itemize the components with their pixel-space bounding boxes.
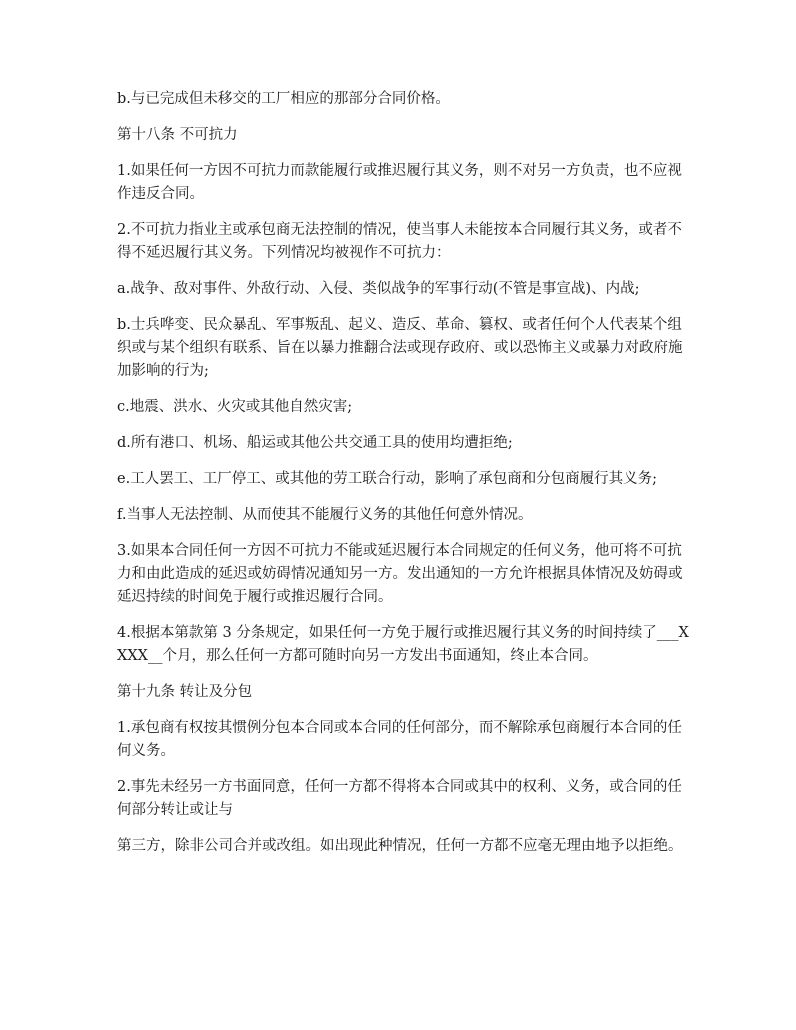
assignment-clause-2: 2.事先未经另一方书面同意，任何一方都不得将本合同或其中的权利、义务，或合同的任何部分转让或让与	[117, 779, 682, 818]
force-majeure-item-c: c.地震、洪水、火灾或其他自然灾害;	[117, 399, 353, 415]
force-majeure-clause-1: 1.如果任何一方因不可抗力而款能履行或推迟履行其义务，则不对另一方负责，也不应视作违反合同。	[117, 163, 682, 202]
force-majeure-clause-4: 4.根据本第款第 3 分条规定，如果任何一方免于履行或推迟履行其义务的时间持续了___XXXX__个月，那么任何一方都可随时向另一方发出书面通知，终止本合同。	[117, 625, 689, 664]
article-18-heading: 第十八条 不可抗力	[117, 127, 238, 143]
force-majeure-item-b: b.士兵哗变、民众暴乱、军事叛乱、起义、造反、革命、篡权、或者任何个人代表某个组织或与某个组织有联系、旨在以暴力推翻合法或现存政府、或以恐怖主义或暴力对政府施加影响的行为;	[117, 317, 683, 379]
force-majeure-item-f: f.当事人无法控制、从而使其不能履行义务的其他任何意外情况。	[117, 507, 533, 523]
force-majeure-clause-2: 2.不可抗力指业主或承包商无法控制的情况，使当事人未能按本合同履行其义务，或者不得不延迟履行其义务。下列情况均被视作不可抗力：	[117, 222, 682, 261]
force-majeure-clause-3: 3.如果本合同任何一方因不可抗力不能或延迟履行本合同规定的任何义务，他可将不可抗力和由此造成的延迟或妨碍情况通知另一方。发出通知的一方允许根据具体情况及妨碍或延迟持续的时间免于履行或推迟履行合同。	[117, 543, 683, 605]
force-majeure-item-e: e.工人罢工、工厂停工、或其他的劳工联合行动，影响了承包商和分包商履行其义务;	[117, 471, 658, 487]
force-majeure-item-a: a.战争、敌对事件、外敌行动、入侵、类似战争的军事行动(不管是事宣战)、内战;	[117, 281, 640, 297]
assignment-clause-2-continued: 第三方，除非公司合并或改组。如出现此种情况，任何一方都不应毫无理由地予以拒绝。	[117, 838, 683, 854]
article-19-heading: 第十九条 转让及分包	[117, 684, 253, 700]
paragraph-b-contract-price: b.与已完成但未移交的工厂相应的那部分合同价格。	[117, 91, 450, 107]
force-majeure-item-d: d.所有港口、机场、船运或其他公共交通工具的使用均遭拒绝;	[117, 435, 513, 451]
assignment-clause-1: 1.承包商有权按其惯例分包本合同或本合同的任何部分，而不解除承包商履行本合同的任何义务。	[117, 720, 682, 759]
document-body	[117, 88, 689, 871]
